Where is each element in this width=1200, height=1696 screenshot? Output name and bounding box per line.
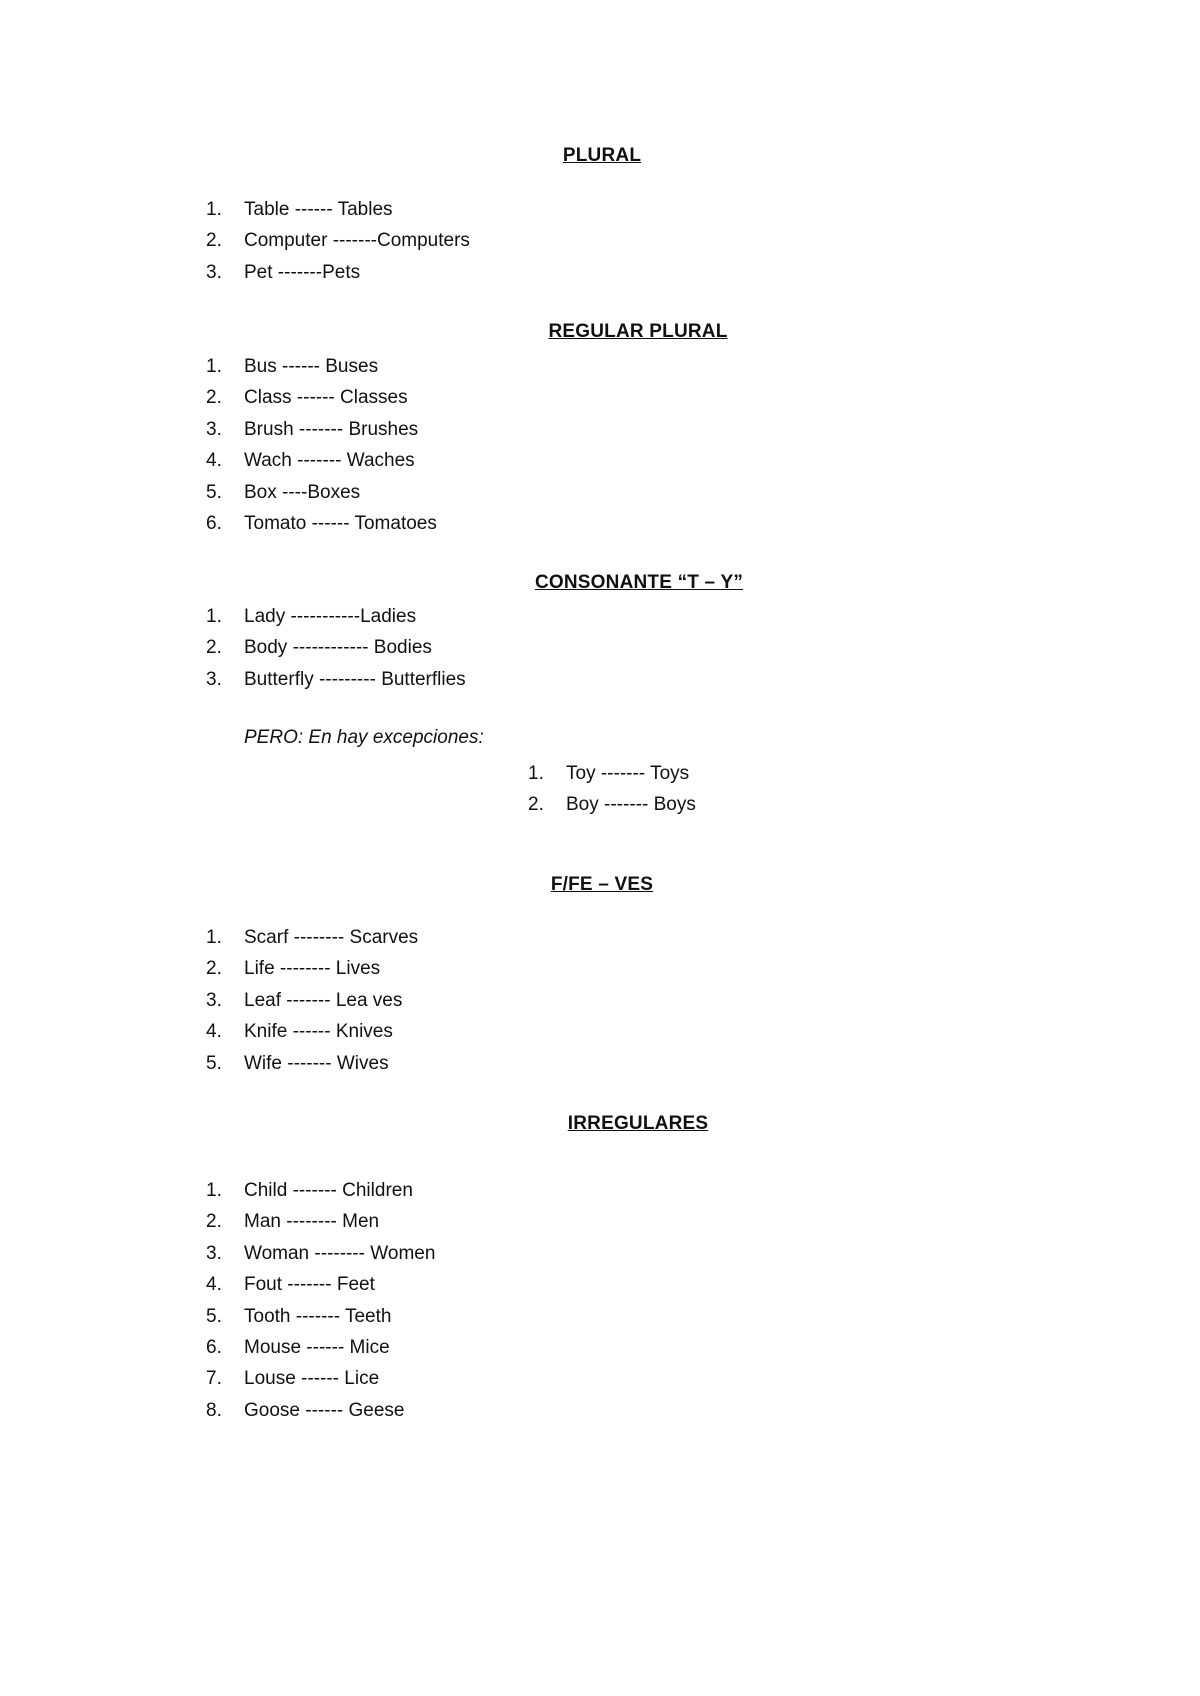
- list-item: [206, 351, 437, 382]
- item-number: 1.: [528, 763, 544, 784]
- heading-f-fe-ves: F/FE – VES: [550, 874, 654, 895]
- item-text: Child ------- Children: [244, 1180, 413, 1201]
- list-item: [206, 445, 437, 476]
- list-item: [206, 601, 466, 632]
- list-item: [206, 1238, 435, 1269]
- item-text: Louse ------ Lice: [244, 1368, 380, 1390]
- item-text: Mouse ------ Mice: [244, 1336, 390, 1358]
- item-text: Toy ------- Toys: [566, 763, 690, 784]
- item-text: Boy ------- Boys: [566, 794, 696, 816]
- item-number: 7.: [206, 1368, 222, 1390]
- item-text: Body ------------ Bodies: [244, 637, 432, 659]
- heading-regular-plural: REGULAR PLURAL: [548, 321, 728, 342]
- item-number: 2.: [528, 794, 544, 816]
- item-text: Box ----Boxes: [244, 481, 361, 503]
- item-number: 1.: [206, 1180, 222, 1201]
- item-text: Goose ------ Geese: [244, 1399, 405, 1421]
- item-text: Man -------- Men: [244, 1211, 380, 1233]
- item-text: Leaf ------- Lea ves: [244, 989, 403, 1011]
- item-number: 4.: [206, 1274, 222, 1296]
- item-text: Brush ------- Brushes: [244, 418, 419, 440]
- item-text: Fout ------- Feet: [244, 1274, 375, 1296]
- exceptions-note: PERO: En hay excepciones:: [244, 727, 484, 748]
- list-item: [528, 758, 696, 789]
- item-text: Life -------- Lives: [244, 958, 381, 980]
- item-number: 4.: [206, 1021, 222, 1043]
- item-text: Wife ------- Wives: [244, 1052, 389, 1074]
- item-number: 2.: [206, 637, 222, 659]
- list-plural: [206, 194, 470, 288]
- item-text: Tooth ------- Teeth: [244, 1305, 392, 1327]
- item-text: Knife ------ Knives: [244, 1021, 393, 1043]
- item-number: 1.: [206, 356, 222, 377]
- item-number: 3.: [206, 668, 222, 690]
- item-number: 6.: [206, 512, 222, 534]
- list-item: [206, 1175, 435, 1206]
- list-item: [206, 382, 437, 413]
- list-item: [206, 985, 418, 1016]
- item-number: 2.: [206, 387, 222, 409]
- item-text: Scarf -------- Scarves: [244, 927, 419, 948]
- item-number: 1.: [206, 606, 222, 627]
- list-item: [206, 508, 437, 539]
- item-number: 1.: [206, 927, 222, 948]
- heading-irregulares: IRREGULARES: [567, 1113, 709, 1134]
- list-item: [528, 789, 696, 820]
- item-number: 3.: [206, 261, 222, 283]
- list-regular-plural: [206, 351, 437, 539]
- item-number: 3.: [206, 418, 222, 440]
- list-item: [206, 922, 418, 953]
- list-item: [206, 225, 470, 256]
- item-number: 5.: [206, 1052, 222, 1074]
- list-item: [206, 1395, 435, 1426]
- list-item: [206, 1016, 418, 1047]
- item-text: Wach ------- Waches: [244, 450, 415, 472]
- item-text: Table ------ Tables: [244, 199, 393, 220]
- item-number: 5.: [206, 481, 222, 503]
- list-exceptions: [528, 758, 696, 821]
- item-text: Class ------ Classes: [244, 387, 408, 409]
- item-number: 4.: [206, 450, 222, 472]
- item-text: Woman -------- Women: [244, 1242, 436, 1264]
- list-consonante: [206, 601, 466, 695]
- list-item: [206, 257, 470, 288]
- list-item: [206, 414, 437, 445]
- item-number: 3.: [206, 989, 222, 1011]
- item-text: Computer -------Computers: [244, 230, 470, 252]
- list-item: [206, 664, 466, 695]
- item-number: 5.: [206, 1305, 222, 1327]
- heading-consonante: CONSONANTE “T – Y”: [534, 572, 744, 593]
- item-number: 3.: [206, 1242, 222, 1264]
- list-item: [206, 1301, 435, 1332]
- heading-plural: PLURAL: [562, 145, 642, 166]
- list-item: [206, 477, 437, 508]
- item-text: Tomato ------ Tomatoes: [244, 512, 437, 534]
- list-irregulares: [206, 1175, 435, 1426]
- item-text: Pet -------Pets: [244, 261, 361, 283]
- item-text: Butterfly --------- Butterflies: [244, 668, 466, 690]
- list-item: [206, 1363, 435, 1394]
- item-number: 2.: [206, 958, 222, 980]
- item-number: 1.: [206, 199, 222, 220]
- list-item: [206, 194, 470, 225]
- item-number: 8.: [206, 1399, 222, 1421]
- list-item: [206, 953, 418, 984]
- item-number: 6.: [206, 1336, 222, 1358]
- list-item: [206, 632, 466, 663]
- item-text: Lady -----------Ladies: [244, 606, 417, 627]
- list-item: [206, 1332, 435, 1363]
- item-number: 2.: [206, 1211, 222, 1233]
- list-item: [206, 1206, 435, 1237]
- list-item: [206, 1048, 418, 1079]
- list-item: [206, 1269, 435, 1300]
- item-text: Bus ------ Buses: [244, 356, 379, 377]
- list-f-fe-ves: [206, 922, 418, 1079]
- item-number: 2.: [206, 230, 222, 252]
